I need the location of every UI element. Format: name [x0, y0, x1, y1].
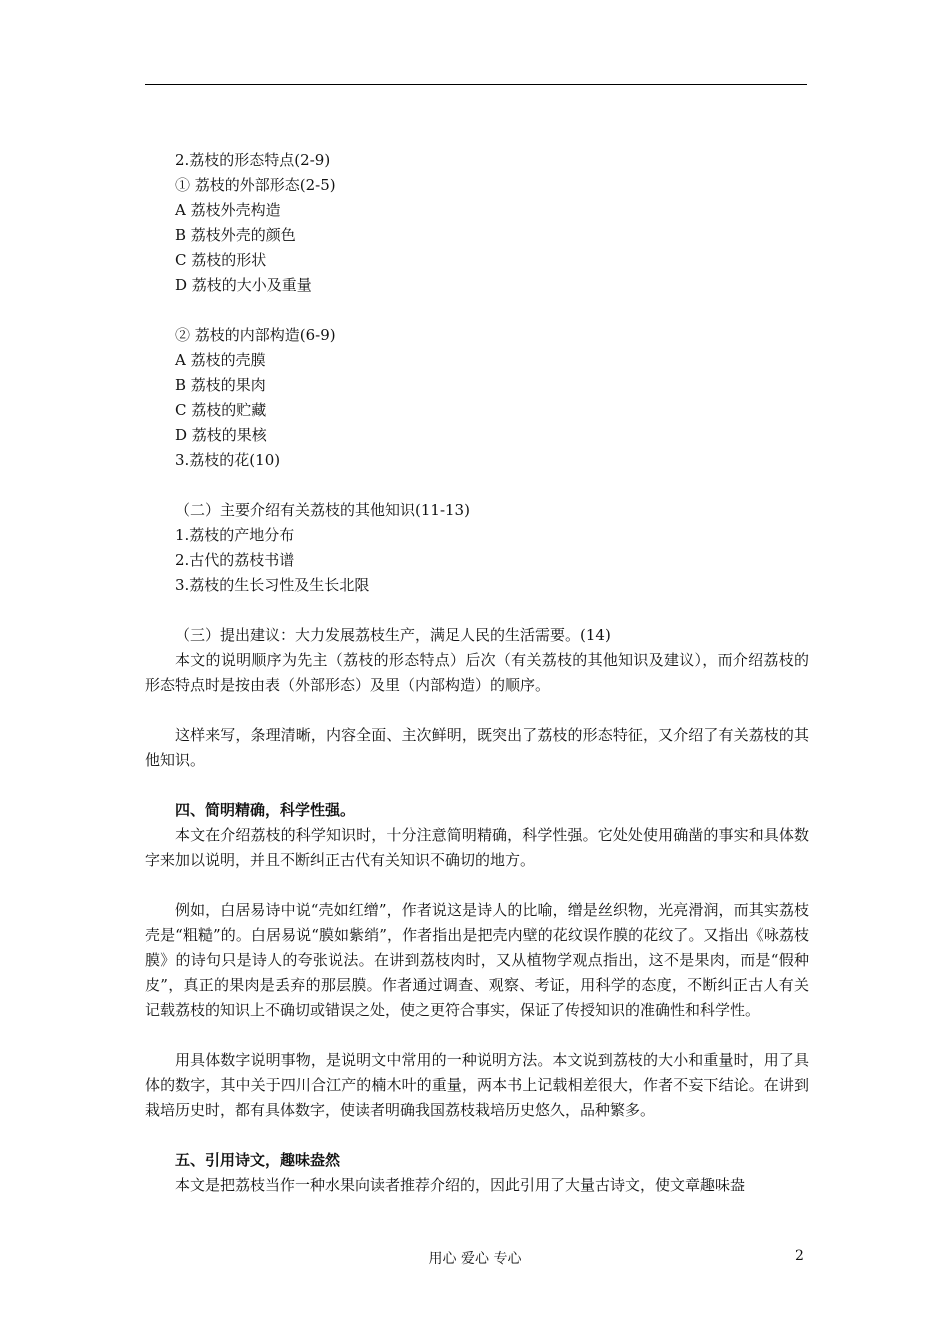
outline-line: 2.荔枝的形态特点(2-9): [175, 151, 331, 169]
section-heading: 五、引用诗文，趣味盎然: [175, 1151, 341, 1169]
outline-line: B 荔枝外壳的颜色: [175, 226, 296, 244]
outline-line: C 荔枝的形状: [175, 251, 267, 269]
outline-line: 3.荔枝的生长习性及生长北限: [175, 576, 370, 594]
outline-line: （二）主要介绍有关荔枝的其他知识(11-13): [175, 501, 470, 519]
body-paragraph: 本文在介绍荔枝的科学知识时，十分注意简明精确，科学性强。它处处使用确凿的事实和具体数字来加以说明，并且不断纠正古代有关知识不确切的地方。: [145, 826, 809, 869]
paragraph-gap: [145, 773, 809, 798]
body-paragraph: 例如，白居易诗中说“壳如红缯”，作者说这是诗人的比喻，缯是丝织物，光亮滑润，而其实荔枝壳是“粗糙”的。白居易说“膜如紫绡”，作者指出是把壳内壁的花纹误作膜的花纹了。又指出《咏荔枝膜》的诗句只是诗人的夸张说法。在讲到荔枝肉时，又从植物学观点指出，这不是果肉，而是“假种皮”，真正的果肉是丢弃的那层膜。作者通过调查、观察、考证，用科学的态度，不断纠正古人有关记载荔枝的知识上不确切或错误之处，使之更符合事实，保证了传授知识的准确性和科学性。: [145, 901, 809, 1019]
outline-line: 2.古代的荔枝书谱: [175, 551, 295, 569]
outline-line: D 荔枝的果核: [175, 426, 267, 444]
paragraph-gap: [145, 298, 809, 323]
section-heading: 四、简明精确，科学性强。: [175, 801, 356, 819]
outline-line: C 荔枝的贮藏: [175, 401, 267, 419]
paragraph-gap: [145, 598, 809, 623]
outline-line: A 荔枝的壳膜: [175, 351, 266, 369]
outline-line: ① 荔枝的外部形态(2-5): [175, 176, 336, 194]
footer-motto: 用心 爱心 专心: [428, 1251, 522, 1267]
paragraph-gap: [145, 873, 809, 898]
body-paragraph: 用具体数字说明事物，是说明文中常用的一种说明方法。本文说到荔枝的大小和重量时，用了具体的数字，其中关于四川合江产的楠木叶的重量，两本书上记载相差很大，作者不妄下结论。在讲到栽培历史时，都有具体数字，使读者明确我国荔枝栽培历史悠久，品种繁多。: [145, 1051, 809, 1119]
outline-line: B 荔枝的果肉: [175, 376, 266, 394]
page-content: [145, 148, 809, 1198]
paragraph-gap: [145, 473, 809, 498]
body-paragraph: 本文的说明顺序为先主（荔枝的形态特点）后次（有关荔枝的其他知识及建议），而介绍荔枝的形态特点时是按由表（外部形态）及里（内部构造）的顺序。: [145, 651, 809, 694]
page-number: 2: [795, 1248, 804, 1264]
outline-line: 1.荔枝的产地分布: [175, 526, 295, 544]
body-paragraph: 本文是把荔枝当作一种水果向读者推荐介绍的，因此引用了大量古诗文，使文章趣味盎: [175, 1176, 746, 1194]
outline-line: ② 荔枝的内部构造(6-9): [175, 326, 336, 344]
outline-line: 3.荔枝的花(10): [175, 451, 281, 469]
outline-line: D 荔枝的大小及重量: [175, 276, 312, 294]
outline-line: A 荔枝外壳构造: [175, 201, 281, 219]
paragraph-gap: [145, 1123, 809, 1148]
header-rule: [145, 84, 807, 85]
body-paragraph: 这样来写，条理清晰，内容全面、主次鲜明，既突出了荔枝的形态特征，又介绍了有关荔枝的其他知识。: [145, 726, 809, 769]
paragraph-gap: [145, 1023, 809, 1048]
paragraph-gap: [145, 698, 809, 723]
outline-line: （三）提出建议：大力发展荔枝生产，满足人民的生活需要。(14): [175, 626, 611, 644]
